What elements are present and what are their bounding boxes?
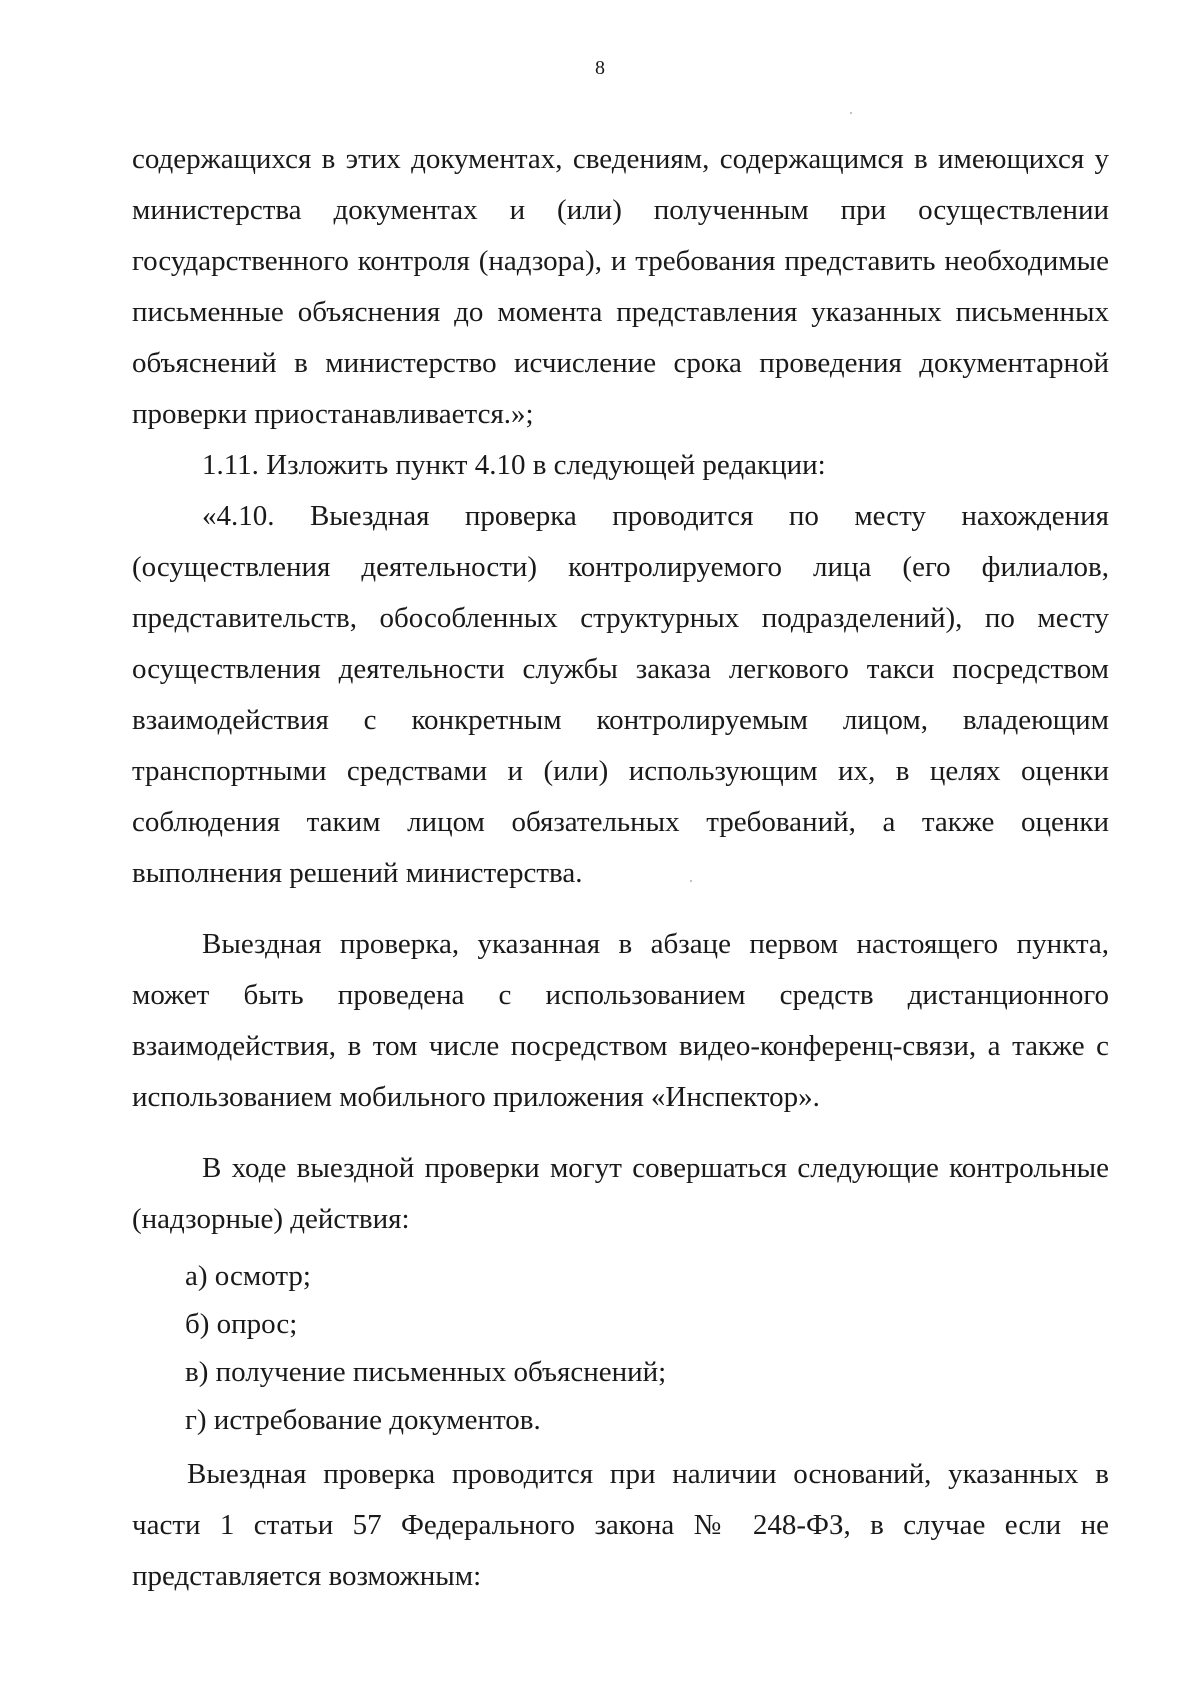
paragraph-grounds: Выездная проверка проводится при наличии оснований, указанных в части 1 статьи 57 Федерального закона № 248-ФЗ, в случае если не представляется возможным: — [132, 1458, 1109, 1592]
list-item: г) истребование документов. — [185, 1404, 541, 1436]
page-number: 8 — [595, 57, 605, 79]
scan-speck — [690, 880, 692, 882]
paragraph-remote-inspection: Выездная проверка, указанная в абзаце первом настоящего пункта, может быть проведена с использованием средств дистанционного взаимодействия, в том числе посредством видео-конференц-связи, а также с использованием мобильного приложения «Инспектор». — [132, 928, 1109, 1113]
paragraph-continuation: содержащихся в этих документах, сведениям, содержащимся в имеющихся у министерства документах и (или) полученным при осуществлении государственного контроля (надзора), и требования представить необходимые письменные объяснения до момента представления указанных письменных объяснений в министерство исчисление срока проведения документарной проверки приостанавливается.»; — [132, 143, 1109, 430]
list-item: в) получение письменных объяснений; — [185, 1356, 667, 1388]
paragraph-control-actions: В ходе выездной проверки могут совершаться следующие контрольные (надзорные) действия: — [132, 1152, 1109, 1235]
paragraph-item-4-10: «4.10. Выездная проверка проводится по месту нахождения (осуществления деятельности) контролируемого лица (его филиалов, представительств, обособленных структурных подразделений), по месту осуществления деятельности службы заказа легкового такси посредством взаимодействия с конкретным контролируемым лицом, владеющим транспортными средствами и (или) использующим их, в целях оценки соблюдения таким лицом обязательных требований, а также оценки выполнения решений министерства. — [132, 500, 1109, 889]
paragraph-item-1-11: 1.11. Изложить пункт 4.10 в следующей редакции: — [202, 449, 826, 481]
list-item: б) опрос; — [185, 1308, 298, 1340]
scan-speck — [850, 112, 852, 114]
list-item: а) осмотр; — [185, 1260, 311, 1292]
document-body — [132, 134, 1109, 1602]
